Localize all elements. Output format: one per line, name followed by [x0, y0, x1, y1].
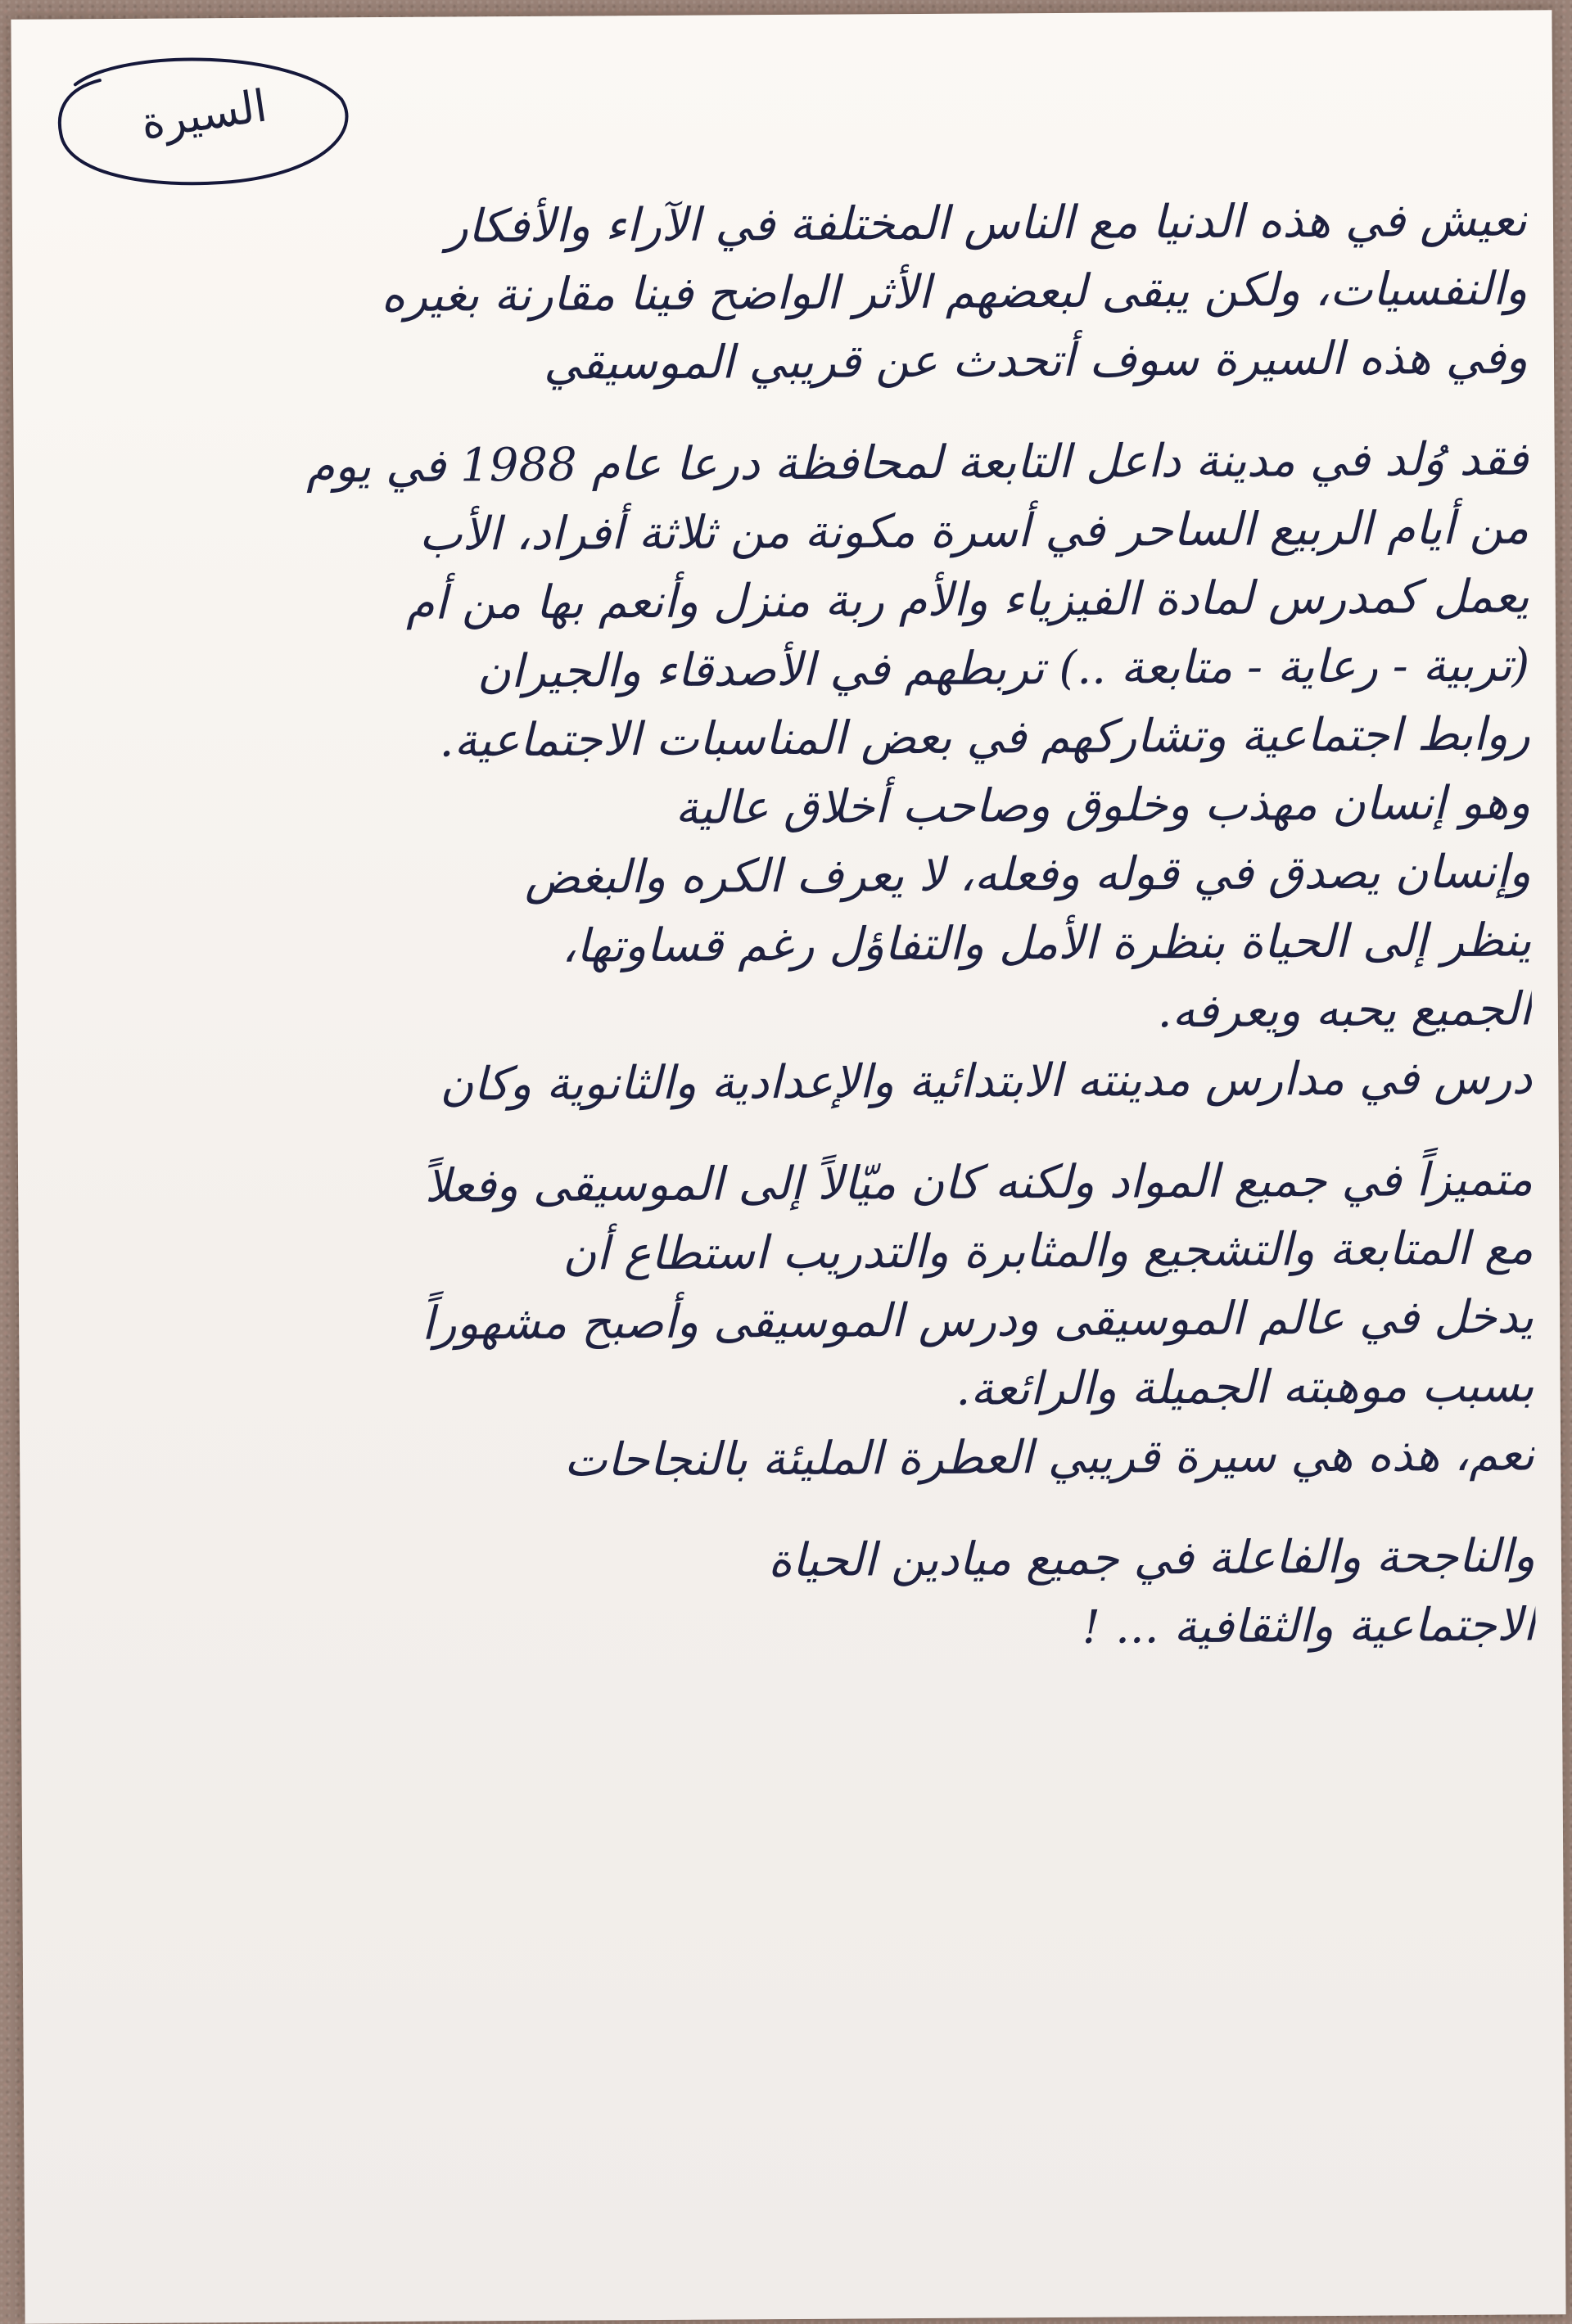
- text-line: فقد وُلد في مدينة داعل التابعة لمحافظة درعا عام 1988 في يوم: [305, 432, 1529, 494]
- text-line: درس في مدارس مدينته الابتدائية والإعدادية والثانوية وكان: [440, 1051, 1533, 1112]
- text-line: والنفسيات، ولكن يبقى لبعضهم الأثر الواضح فينا مقارنة بغيره: [381, 262, 1528, 323]
- text-line: ينظر إلى الحياة بنظرة الأمل والتفاؤل رغم قساوتها،: [561, 914, 1532, 973]
- text-line: بسبب موهبته الجميلة والرائعة.: [955, 1359, 1534, 1416]
- text-line: نعم، هذه هي سيرة قريبي العطرة المليئة بالنجاحات: [563, 1428, 1535, 1487]
- text-line: نعيش في هذه الدنيا مع الناس المختلفة في الآراء والأفكار: [445, 193, 1528, 254]
- paper-sheet: [11, 10, 1565, 2323]
- text-line: وهو إنسان مهذب وخلوق وصاحب أخلاق عالية: [675, 776, 1531, 835]
- text-line: يدخل في عالم الموسيقى ودرس الموسيقى وأصبح مشهوراً: [421, 1290, 1534, 1351]
- text-line: يعمل كمدرس لمادة الفيزياء والأم ربة منزل وأنعم بها من أم: [405, 570, 1529, 630]
- document-title: السيرة: [138, 79, 270, 150]
- handwritten-body: [102, 186, 1536, 1668]
- text-line: مع المتابعة والتشجيع والمثابرة والتدريب استطاع أن: [562, 1221, 1534, 1281]
- text-line: من أيام الربيع الساحر في أسرة مكونة من ثلاثة أفراد، الأب: [418, 501, 1529, 562]
- text-line: الجميع يحبه ويعرفه.: [1157, 982, 1533, 1039]
- text-line: (تربية - رعاية - متابعة ..) تربطهم في الأصدقاء والجيران: [477, 639, 1530, 699]
- text-line: متميزاً في جميع المواد ولكنه كان ميّالاً إلى الموسيقى وفعلاً: [424, 1153, 1534, 1213]
- text-line: وإنسان يصدق في قوله وفعله، لا يعرف الكره والبغض: [524, 845, 1532, 905]
- text-line: الاجتماعية والثقافية ... !: [1082, 1598, 1536, 1654]
- text-line: روابط اجتماعية وتشاركهم في بعض المناسبات الاجتماعية.: [439, 707, 1530, 768]
- text-line: وفي هذه السيرة سوف أتحدث عن قريبي الموسيقي: [543, 331, 1529, 390]
- text-line: والناجحة والفاعلة في جميع ميادين الحياة: [767, 1529, 1536, 1588]
